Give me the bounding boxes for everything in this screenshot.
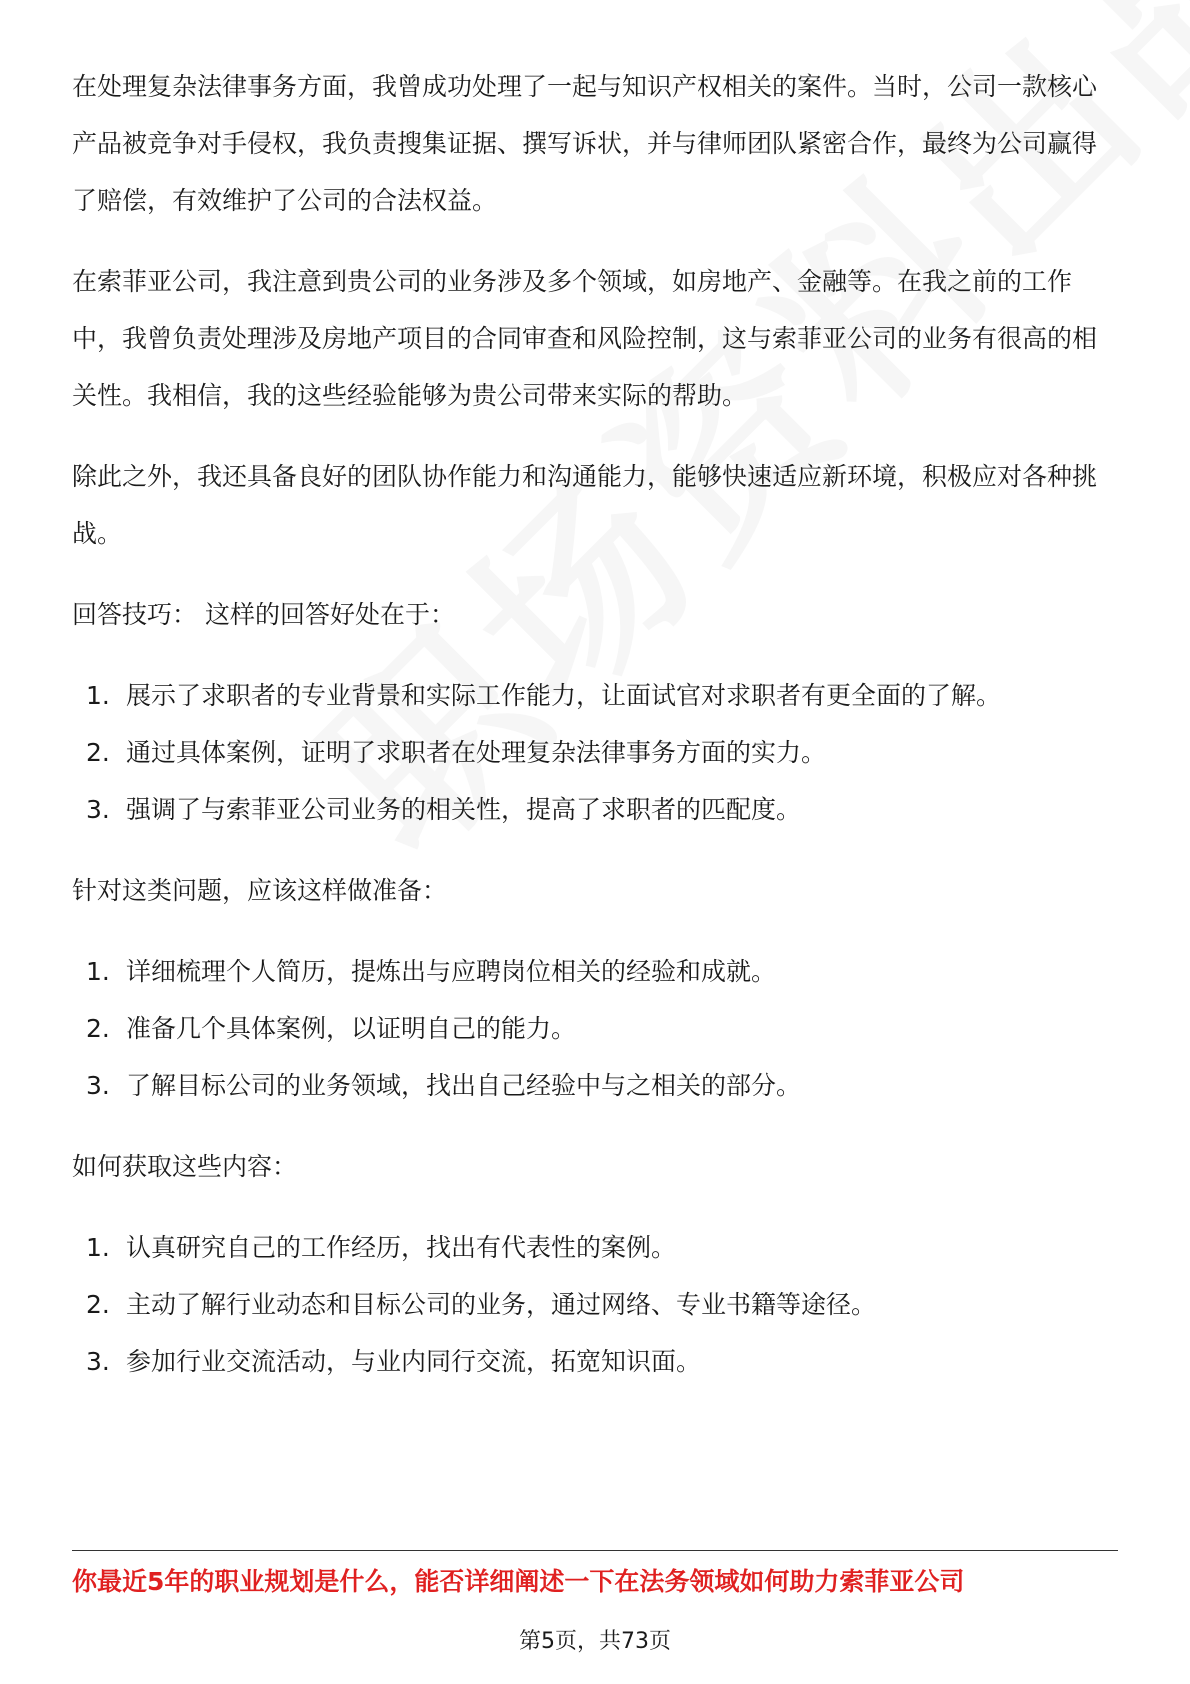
next-question-heading: 你最近5年的职业规划是什么，能否详细阐述一下在法务领域如何助力索菲亚公司 [72,1567,965,1596]
list-item: 3. 了解目标公司的业务领域，找出自己经验中与之相关的部分。 [86,1071,802,1100]
obtain-heading: 如何获取这些内容： [72,1152,298,1181]
list-item: 1. 详细梳理个人简历，提炼出与应聘岗位相关的经验和成就。 [86,957,777,986]
tips-list [72,667,1118,838]
obtain-list [72,1219,1118,1390]
list-item: 1. 展示了求职者的专业背景和实际工作能力，让面试官对求职者有更全面的了解。 [86,681,1002,710]
tips-heading: 回答技巧： 这样的回答好处在于： [72,600,455,629]
page-number: 第5页，共73页 [519,1629,671,1654]
list-item: 3. 参加行业交流活动，与业内同行交流，拓宽知识面。 [86,1347,702,1376]
list-item: 2. 准备几个具体案例，以证明自己的能力。 [86,1014,577,1043]
prepare-list [72,943,1118,1114]
paragraph-case-ip: 在处理复杂法律事务方面，我曾成功处理了一起与知识产权相关的案件。当时，公司一款核心产品被竞争对手侵权，我负责搜集证据、撰写诉状，并与律师团队紧密合作，最终为公司赢得了赔偿，有效维护了公司的合法权益。 [72,72,1098,215]
document-body [72,58,1118,1414]
paragraph-teamwork: 除此之外，我还具备良好的团队协作能力和沟通能力，能够快速适应新环境，积极应对各种挑战。 [72,462,1098,548]
paragraph-company-relevance: 在索菲亚公司，我注意到贵公司的业务涉及多个领域，如房地产、金融等。在我之前的工作中，我曾负责处理涉及房地产项目的合同审查和风险控制，这与索菲亚公司的业务有很高的相关性。我相信，我的这些经验能够为贵公司带来实际的帮助。 [72,267,1098,410]
prepare-heading: 针对这类问题，应该这样做准备： [72,876,448,905]
section-divider [72,1550,1118,1551]
list-item: 3. 强调了与索菲亚公司业务的相关性，提高了求职者的匹配度。 [86,795,802,824]
list-item: 2. 通过具体案例，证明了求职者在处理复杂法律事务方面的实力。 [86,738,827,767]
list-item: 1. 认真研究自己的工作经历，找出有代表性的案例。 [86,1233,677,1262]
list-item: 2. 主动了解行业动态和目标公司的业务，通过网络、专业书籍等途径。 [86,1290,877,1319]
